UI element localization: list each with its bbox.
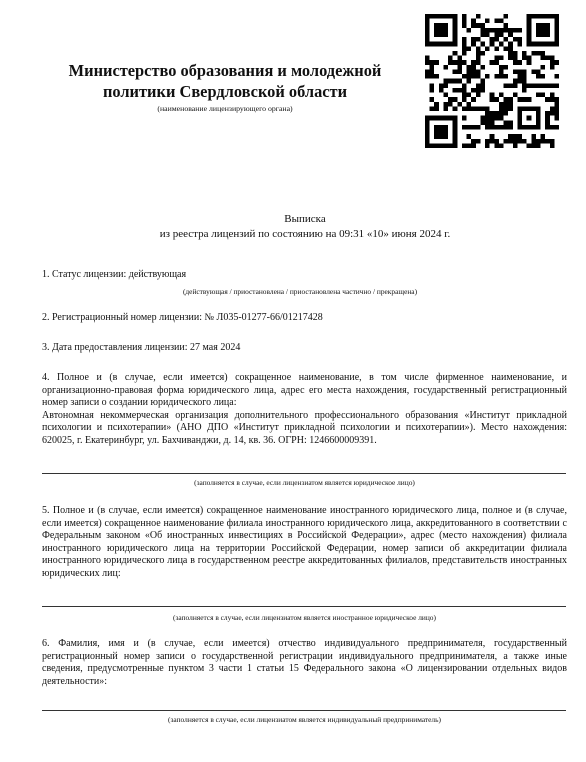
divider — [42, 710, 566, 711]
foreign-entity-hint: (заполняется в случае, если лицензиатом является иностранное юридическое лицо) — [173, 613, 436, 622]
legal-entity-heading: 4. Полное и (в случае, если имеется) сокращенное наименование, в том числе фирменное наименование, и организационно-правовая форма юридического лица, адрес его места нахождения, государственный регистрационный номер записи о создании юридического лица: — [42, 372, 567, 409]
foreign-entity-heading: 5. Полное и (в случае, если имеется) сокращенное наименование иностранного юридического лица, полное и (в случае, если имеется) сокращенное наименование филиала иностранного юридического лица, аккредитованного в соответствии с Федеральным законом «Об иностранных инвестициях в Российской Федерации», адрес (место нахождения) филиала иностранного юридического лица на территории Российской Федерации, номер записи об аккредитации филиала иностранного юридического лица в государственном реестре аккредитованных филиалов, представительств иностранных юридических лиц: — [42, 505, 567, 579]
document-title: Выписка — [284, 213, 326, 225]
divider — [42, 473, 566, 474]
entrepreneur-heading: 6. Фамилия, имя и (в случае, если имеется) отчество индивидуального предпринимателя, государственный регистрационный номер записи о государственной регистрации индивидуального предпринимателя, а также иные сведения, предусмотренные пунктом 3 части 1 статьи 15 Федерального закона «О лицензировании отдельных видов деятельности»: — [42, 638, 567, 687]
legal-entity-hint: (заполняется в случае, если лицензиатом является юридическое лицо) — [194, 478, 415, 487]
license-date: 3. Дата предоставления лицензии: 27 мая 2024 — [42, 342, 241, 353]
license-status: 1. Статус лицензии: действующая — [42, 269, 187, 280]
entrepreneur-section — [42, 638, 567, 688]
license-status-hint: (действующая / приостановлена / приостановлена частично / прекращена) — [182, 287, 418, 296]
qr-code-icon — [425, 14, 559, 148]
authority-name-line-1: Министерство образования и молодежной — [68, 61, 382, 80]
authority-name-line-2: политики Свердловской области — [102, 82, 348, 101]
licensing-authority-name — [50, 60, 400, 102]
document-subtitle: из реестра лицензий по состоянию на 09:31 «10» июня 2024 г. — [159, 228, 451, 240]
authority-hint: (наименование лицензирующего органа) — [157, 104, 293, 113]
foreign-entity-section — [42, 505, 567, 581]
license-number: 2. Регистрационный номер лицензии: № Л035-01277-66/01217428 — [42, 312, 323, 323]
entrepreneur-hint: (заполняется в случае, если лицензиатом является индивидуальный предприниматель) — [168, 715, 441, 724]
legal-entity-section — [42, 372, 567, 448]
divider — [42, 606, 566, 607]
legal-entity-value: Автономная некоммерческая организация дополнительного профессионального образования «Институт прикладной психологии и психотерапии» (АНО ДПО «Институт прикладной психологии и психотерапии»). Место нахождения: 620025, г. Екатеринбург, ул. Бахчиванджи, д. 14, кв. 36. ОГРН: 1246600009391. — [42, 409, 567, 446]
